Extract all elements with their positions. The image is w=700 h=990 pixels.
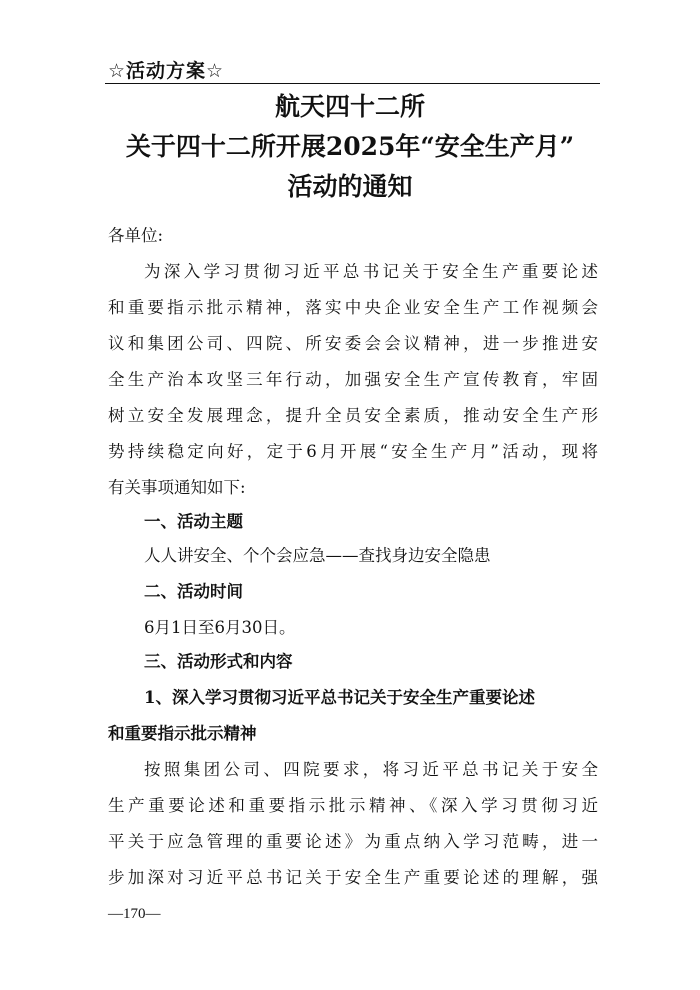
subsection-line: 步加深对习近平总书记关于安全生产重要论述的理解，强	[108, 868, 598, 887]
header-divider	[105, 83, 600, 84]
intro-line: 势持续稳定向好，定于6月开展“安全生产月”活动，现将	[108, 442, 598, 461]
intro-line: 议和集团公司、四院、所安委会会议精神，进一步推进安	[108, 334, 598, 353]
document-title-line-3: 活动的通知	[287, 172, 413, 201]
section-tag: ☆活动方案☆	[108, 60, 225, 82]
intro-line: 树立安全发展理念，提升全员安全素质，推动安全生产形	[108, 406, 598, 425]
intro-line: 为深入学习贯彻习近平总书记关于安全生产重要论述	[144, 262, 598, 281]
subsection-heading-line-2: 和重要指示批示精神	[108, 724, 257, 743]
intro-line: 和重要指示批示精神，落实中央企业安全生产工作视频会	[108, 298, 598, 317]
intro-line: 有关事项通知如下:	[108, 478, 246, 497]
section-heading-theme: 一、活动主题	[144, 512, 243, 531]
subsection-line: 平关于应急管理的重要论述》为重点纳入学习范畴，进一	[108, 832, 598, 851]
subsection-line: 按照集团公司、四院要求，将习近平总书记关于安全	[144, 760, 598, 779]
section-heading-time: 二、活动时间	[144, 582, 243, 601]
salutation: 各单位:	[108, 226, 164, 245]
section-theme-text: 人人讲安全、个个会应急——查找身边安全隐患	[144, 546, 491, 565]
section-time-text: 6月1日至6月30日。	[144, 618, 296, 637]
document-title-line-2: 关于四十二所开展2025年“安全生产月”	[125, 132, 575, 161]
section-heading-format: 三、活动形式和内容	[144, 652, 293, 671]
subsection-line: 生产重要论述和重要指示批示精神、《深入学习贯彻习近	[108, 796, 598, 815]
subsection-heading-line-1: 1、深入学习贯彻习近平总书记关于安全生产重要论述	[144, 688, 535, 707]
intro-line: 全生产治本攻坚三年行动，加强安全生产宣传教育，牢固	[108, 370, 598, 389]
document-title-line-1: 航天四十二所	[274, 92, 425, 121]
page-number: —170—	[108, 906, 161, 922]
